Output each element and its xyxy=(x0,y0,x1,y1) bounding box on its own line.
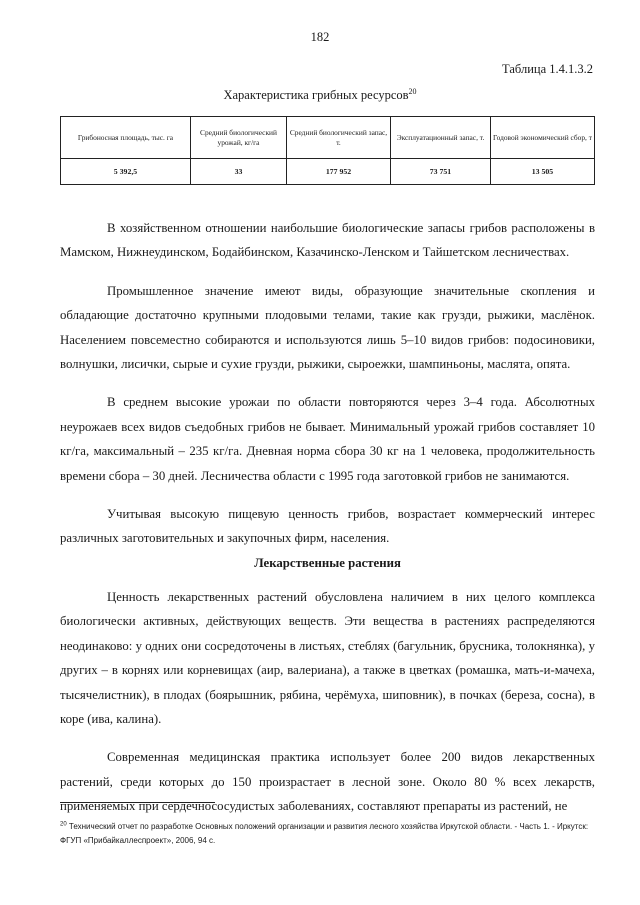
paragraph: Современная медицинская практика использует более 200 видов лекарственных растений, среди которых до 150 произрастает в лесной зоне. Около 80 % всех лекарств, применяемых при сердечнососудистых заболеваниях, составляют препараты из растений, не xyxy=(60,750,595,814)
table-header-cell: Средний биологический урожай, кг/га xyxy=(191,117,287,159)
table-cell: 73 751 xyxy=(391,159,491,185)
table-header-cell: Грибоносная площадь, тыс. га xyxy=(61,117,191,159)
body-text xyxy=(60,216,595,833)
table-cell: 13 505 xyxy=(491,159,595,185)
table-header-cell: Средний биологический запас, т. xyxy=(287,117,391,159)
table-row xyxy=(61,159,595,185)
table-header-row xyxy=(61,117,595,159)
table-cell: 177 952 xyxy=(287,159,391,185)
table-header-cell: Эксплуатационный запас, т. xyxy=(391,117,491,159)
paragraph: Учитывая высокую пищевую ценность грибов, возрастает коммерческий интерес различных заготовительных и закупочных фирм, населения. xyxy=(60,507,595,546)
footnote-marker: 20 xyxy=(60,821,67,828)
footnote-ref[interactable]: 20 xyxy=(408,86,417,96)
table-cell: 5 392,5 xyxy=(61,159,191,185)
paragraph: Ценность лекарственных растений обусловлена наличием в них целого комплекса биологически активных, действующих веществ. Эти вещества в растениях распределяются неодинаково: у одних они сосредоточены в листьях, стеблях (багульник, брусника, толокнянка), у других – в корнях или корневищах (аир, валериана), а также в цветках (ромашка, мать-и-мачеха, тысячелистник), в плодах (боярышник, рябина, черёмуха, шиповник), в почках (береза, сосна), в коре (ива, калина). xyxy=(60,589,595,726)
paragraph: В среднем высокие урожаи по области повторяются через 3–4 года. Абсолютных неурожаев всех видов съедобных грибов не бывает. Минимальный урожай грибов составляет 10 кг/га, максимальный – 235 кг/га. Дневная норма сбора 30 кг на 1 человека, продолжительность времени сбора – 30 дней. Лесничества области с 1995 года заготовкой грибов не занимаются. xyxy=(60,395,595,483)
footnote-text: Технический отчет по разработке Основных положений организации и развития лесного хозяйства Иркутской области. - Часть 1. - Иркутск: ФГУП «Прибайкаллеспроект», 2006, 94 с. xyxy=(60,822,589,845)
footnote-divider xyxy=(60,802,215,803)
paragraph: В хозяйственном отношении наибольшие биологические запасы грибов расположены в Мамском, Нижнеудинском, Бодайбинском, Казачинско-Ленском и Тайшетском лесничествах. xyxy=(60,221,595,260)
table-header-cell: Годовой экономический сбор, т xyxy=(491,117,595,159)
table-title xyxy=(0,88,640,103)
section-heading: Лекарственные растения xyxy=(254,555,401,570)
table-label: Таблица 1.4.1.3.2 xyxy=(502,62,593,76)
footnote xyxy=(60,820,600,848)
mushroom-resources-table xyxy=(60,116,595,185)
table-cell: 33 xyxy=(191,159,287,185)
paragraph: Промышленное значение имеют виды, образующие значительные скопления и обладающие достаточно крупными плодовыми телами, такие как грузди, рыжики, маслёнок. Населением повсеместно собираются и используются лишь 5–10 видов грибов: подосиновики, волнушки, лисички, сырые и сухие грузди, рыжики, сыроежки, шампиньоны, маслята, опята. xyxy=(60,283,595,372)
page-number: 182 xyxy=(310,30,330,44)
table-title-text: Характеристика грибных ресурсов xyxy=(223,88,409,102)
